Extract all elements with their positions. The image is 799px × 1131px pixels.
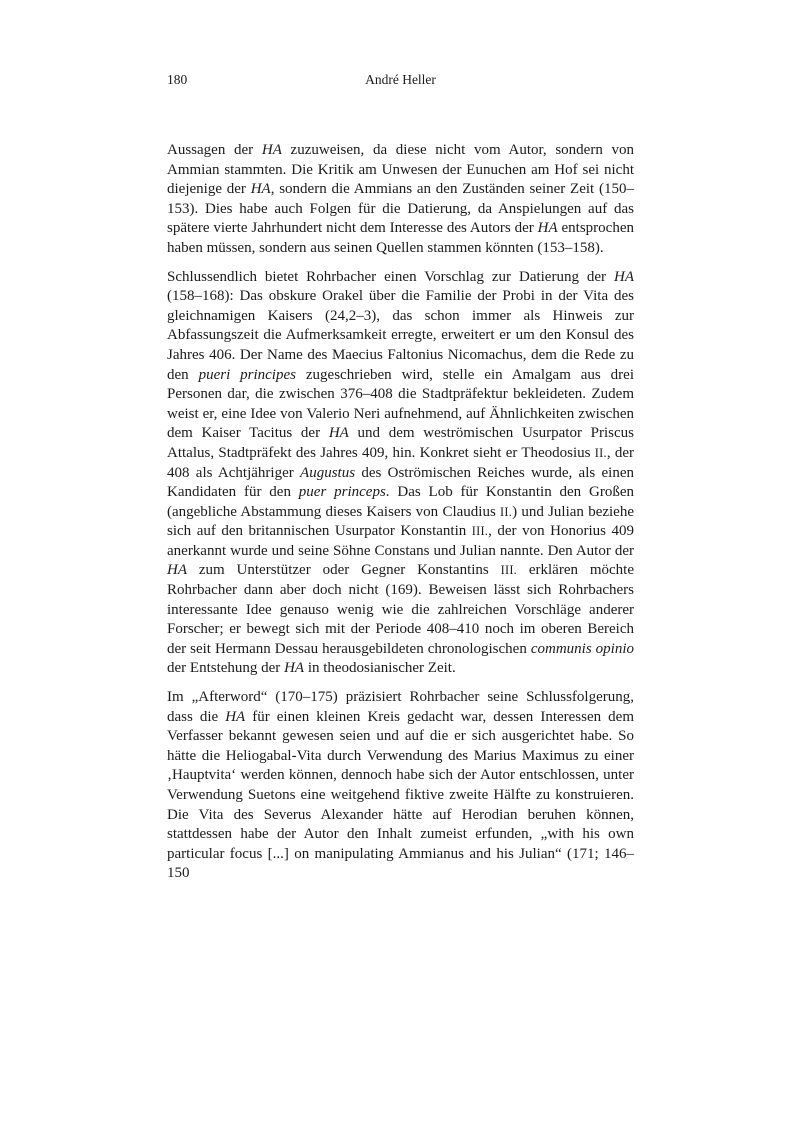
text-segment: communis opinio bbox=[530, 640, 634, 657]
text-segment: des Oströmischen Reiches wurde, als einen Kandidaten für den bbox=[167, 464, 634, 501]
text-segment: HA bbox=[225, 708, 246, 725]
paragraph bbox=[167, 688, 634, 884]
text-segment: für einen kleinen Kreis gedacht war, dessen Interessen dem Verfasser bekannt gewesen seien und auf die er sich ausgerichtet habe. So hätte die Heliogabal-Vita durch Verwendung des Marius Maximus zu einer ‚Hauptvita‘ werden können, dennoch habe sich der Autor entschlossen, unter Verwendung Suetons eine weitgehend fiktive zweite Hälfte zu konstruieren. Die Vita des Severus Alexander hätte auf Herodian beruhen können, stattdessen habe der Autor den Inhalt zumeist erfunden, „with his own particular focus [...] on manipulating Ammianus and his Julian“ (171; 146–150 bbox=[167, 708, 634, 882]
text-segment: HA bbox=[250, 181, 271, 198]
text-segment: ) und Julian beziehe sich auf den britannischen Usurpator Konstantin bbox=[167, 503, 634, 540]
text-segment: puer princeps bbox=[298, 484, 386, 501]
body-text bbox=[167, 141, 634, 884]
text-segment: HA bbox=[167, 562, 187, 579]
text-segment: entsprochen haben müssen, sondern aus seinen Quellen stammen könnten (153–158). bbox=[167, 220, 634, 256]
text-segment: Augustus bbox=[300, 464, 356, 481]
text-segment: , der von Honorius 409 anerkannt wurde und seine Söhne Constans und Julian nannte. Den Autor der bbox=[167, 523, 634, 559]
text-segment: , sondern die Ammians an den Zuständen seiner Zeit (150–153). Dies habe auch Folgen für die Datierung, da Anspielungen auf das spätere vierte Jahrhundert nicht dem Interesse des Autors der bbox=[167, 181, 634, 237]
text-segment: erklären möchte Rohrbacher dann aber doch nicht (169). Beweisen lässt sich Rohrbachers interessante Idee genauso wenig wie die zahlreichen Vorschläge anderer Forscher; er bewegt sich mit der Periode 408–410 noch im oberen Bereich der seit Hermann Dessau herausgebildeten chronologischen bbox=[167, 562, 634, 657]
text-segment: II. bbox=[500, 504, 513, 519]
text-segment: II. bbox=[594, 445, 607, 460]
text-segment: HA bbox=[537, 220, 558, 237]
text-segment: . Das Lob für Konstantin den Großen (angebliche Abstammung dieses Kaisers von Claudius bbox=[167, 484, 634, 520]
text-segment: HA bbox=[328, 425, 349, 442]
text-segment: III. bbox=[500, 563, 517, 578]
text-segment: zuzuweisen, da diese nicht vom Autor, sondern von Ammian stammten. Die Kritik am Unwesen der Eunuchen am Hof sei nicht diejenige der bbox=[167, 142, 634, 198]
text-segment: Aussagen der bbox=[167, 142, 262, 158]
text-segment: HA bbox=[614, 268, 634, 285]
text-segment: der Entstehung der bbox=[167, 660, 285, 677]
text-segment: Schlussendlich bietet Rohrbacher einen Vorschlag zur Datierung der bbox=[167, 268, 614, 285]
text-segment: III. bbox=[471, 524, 489, 539]
paragraph bbox=[167, 268, 634, 679]
text-segment: HA bbox=[261, 142, 282, 158]
text-segment: Im „Afterword“ (170–175) präzisiert Rohrbacher seine Schlussfolgerung, dass die bbox=[167, 689, 634, 725]
text-segment: (158–168): Das obskure Orakel über die Familie der Probi in der Vita des gleichnamigen Kaisers (24,2–3), das schon immer als Hinweis zur Abfassungszeit die Aufmerksamkeit erregte, erweitert er um den Konsul des Jahres 406. Der Name des Maecius Faltonius Nicomachus, dem die Rede zu den bbox=[167, 288, 634, 383]
text-segment: , der 408 als Achtjähriger bbox=[167, 444, 634, 481]
paragraph bbox=[167, 141, 634, 259]
running-head: André Heller bbox=[365, 72, 436, 87]
page-number: 180 bbox=[167, 72, 188, 87]
text-segment: zum Unterstützer oder Gegner Konstantins bbox=[187, 562, 501, 579]
text-segment: HA bbox=[284, 660, 305, 677]
text-segment: und dem weströmischen Usurpator Priscus Attalus, Stadtpräfekt des Jahres 409, hin. Konkret sieht er Theodosius bbox=[167, 425, 634, 461]
text-segment: in theodosianischer Zeit. bbox=[304, 660, 456, 677]
text-segment: zugeschrieben wird, stelle ein Amalgam aus drei Personen dar, die zwischen 376–408 die Stadtpräfektur bekleideten. Zudem weist er, eine Idee von Valerio Neri aufnehmend, auf Ähnlichkeiten zwischen dem Kaiser Tacitus der bbox=[167, 366, 634, 442]
text-segment: pueri principes bbox=[198, 366, 296, 383]
page-header bbox=[167, 71, 634, 91]
